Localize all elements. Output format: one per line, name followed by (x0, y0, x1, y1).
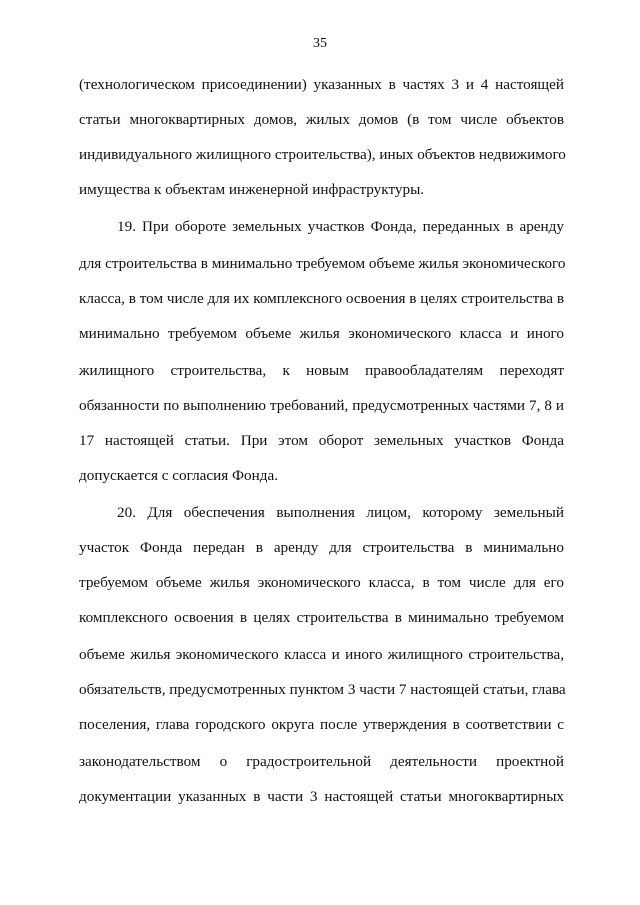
text-line: 17 настоящей статьи. При этом оборот земельных участков Фонда (79, 432, 564, 449)
text-line: жилищного строительства, к новым правообладателям переходят (79, 362, 564, 379)
text-line: класса, в том числе для их комплексного освоения в целях строительства в (79, 290, 564, 307)
text-line: индивидуального жилищного строительства), иных объектов недвижимого (79, 146, 566, 163)
text-line: обязанности по выполнению требований, предусмотренных частями 7, 8 и (79, 397, 564, 414)
text-line: поселения, глава городского округа после утверждения в соответствии с (79, 716, 564, 733)
text-line: требуемом объеме жилья экономического класса, в том числе для его (79, 574, 564, 591)
text-line: законодательством о градостроительной деятельности проектной (79, 753, 564, 770)
page-number: 35 (313, 36, 327, 51)
text-line: допускается с согласия Фонда. (79, 467, 279, 484)
paragraph-19-first-line: 19. При обороте земельных участков Фонда, переданных в аренду (117, 218, 564, 235)
text-line: объеме жилья экономического класса и иного жилищного строительства, (79, 646, 564, 663)
text-line: имущества к объектам инженерной инфраструктуры. (79, 181, 425, 198)
text-line: статьи многоквартирных домов, жилых домов (в том числе объектов (79, 111, 564, 128)
text-line: минимально требуемом объеме жилья экономического класса и иного (79, 325, 564, 342)
text-line: участок Фонда передан в аренду для строительства в минимально (79, 539, 564, 556)
paragraph-20-first-line: 20. Для обеспечения выполнения лицом, которому земельный (117, 504, 564, 521)
text-line: обязательств, предусмотренных пунктом 3 части 7 настоящей статьи, глава (79, 681, 566, 698)
text-line: документации указанных в части 3 настоящей статьи многоквартирных (79, 788, 564, 805)
text-line: (технологическом присоединении) указанных в частях 3 и 4 настоящей (79, 76, 564, 93)
text-line: комплексного освоения в целях строительства в минимально требуемом (79, 609, 564, 626)
text-line: для строительства в минимально требуемом объеме жилья экономического (79, 255, 566, 272)
